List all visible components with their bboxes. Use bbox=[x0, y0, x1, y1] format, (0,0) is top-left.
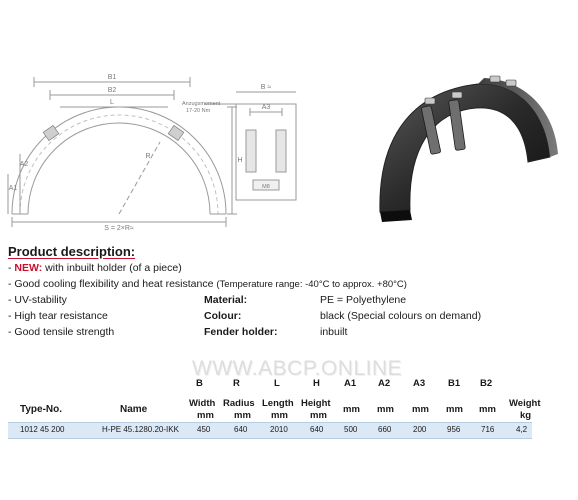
bolt-label: M8 bbox=[262, 184, 270, 190]
unit-b1: mm bbox=[446, 404, 463, 415]
cell-a2: 660 bbox=[378, 425, 392, 434]
spec-material-value: PE = Polyethylene bbox=[320, 294, 407, 306]
spec-colour-value: black (Special colours on demand) bbox=[320, 310, 482, 322]
header-width: Width bbox=[189, 398, 216, 409]
dim-l-label: L bbox=[110, 99, 114, 106]
product-photo bbox=[368, 62, 558, 232]
col-letter-h: H bbox=[313, 378, 320, 389]
header-weight: Weight bbox=[509, 398, 541, 409]
unit-radius: mm bbox=[234, 410, 251, 421]
dim-a3-label: A3 bbox=[261, 104, 271, 111]
fender-inner-arc bbox=[28, 123, 210, 214]
cell-b: 450 bbox=[197, 425, 211, 434]
cell-type-no: 1012 45 200 bbox=[20, 425, 65, 434]
cell-a3: 200 bbox=[413, 425, 427, 434]
feature-uv: - UV-stability bbox=[8, 294, 67, 306]
dim-b-label: B ≈ bbox=[260, 84, 272, 91]
dim-r-label: R bbox=[145, 153, 151, 160]
cell-b1: 956 bbox=[447, 425, 461, 434]
cell-a1: 500 bbox=[344, 425, 358, 434]
col-letter-r: R bbox=[233, 378, 240, 389]
spec-holder-label: Fender holder: bbox=[204, 326, 278, 338]
watermark: WWW.ABCP.ONLINE bbox=[192, 357, 403, 380]
dim-a2-label: A2 bbox=[19, 161, 29, 168]
dim-s-label: S = 2×R≈ bbox=[104, 225, 134, 232]
anzug-label: Anzugsmoment bbox=[182, 101, 221, 107]
header-name: Name bbox=[120, 404, 148, 415]
dim-b2-label: B2 bbox=[107, 87, 117, 94]
unit-a3: mm bbox=[412, 404, 429, 415]
unit-b2: mm bbox=[479, 404, 496, 415]
feature-tear: - High tear resistance bbox=[8, 310, 108, 322]
dim-h-label: H bbox=[237, 157, 243, 164]
spec-colour-label: Colour: bbox=[204, 310, 242, 322]
col-letter-a3: A3 bbox=[413, 378, 426, 389]
col-letter-l: L bbox=[274, 378, 280, 389]
col-letter-b: B bbox=[196, 378, 203, 389]
spec-holder-value: inbuilt bbox=[320, 326, 348, 338]
col-letter-a1: A1 bbox=[344, 378, 357, 389]
unit-width: mm bbox=[197, 410, 214, 421]
col-letter-a2: A2 bbox=[378, 378, 391, 389]
cell-r: 640 bbox=[234, 425, 248, 434]
spec-material-label: Material: bbox=[204, 294, 248, 306]
header-radius: Radius bbox=[223, 398, 255, 409]
unit-a2: mm bbox=[377, 404, 394, 415]
unit-weight: kg bbox=[520, 410, 532, 421]
cell-h: 640 bbox=[310, 425, 324, 434]
unit-length: mm bbox=[271, 410, 288, 421]
cell-name: H-PE 45.1280.20-IKK bbox=[102, 425, 179, 434]
temperature-note: (Temperature range: -40°C to approx. +80°C) bbox=[216, 279, 407, 290]
feature-new: - NEW: with inbuilt holder (of a piece) bbox=[8, 262, 182, 274]
technical-drawing bbox=[0, 62, 372, 232]
anzug-value: 17-20 Nm bbox=[186, 108, 211, 114]
col-letter-b2: B2 bbox=[480, 378, 493, 389]
dim-a1-label: A1 bbox=[8, 185, 18, 192]
new-keyword: NEW: bbox=[14, 262, 43, 274]
dim-b1-label: B1 bbox=[107, 74, 117, 81]
unit-height: mm bbox=[310, 410, 327, 421]
unit-a1: mm bbox=[343, 404, 360, 415]
cell-l: 2010 bbox=[270, 425, 288, 434]
cell-b2: 716 bbox=[481, 425, 495, 434]
header-length: Length bbox=[262, 398, 294, 409]
col-letter-b1: B1 bbox=[448, 378, 461, 389]
cell-weight: 4,2 bbox=[516, 425, 528, 434]
feature-cooling: - Good cooling flexibility and heat resistance (Temperature range: -40°C to approx. +80°C) bbox=[8, 278, 407, 290]
header-type-no: Type-No. bbox=[20, 404, 63, 415]
header-height: Height bbox=[301, 398, 331, 409]
product-description-title: Product description: bbox=[8, 244, 136, 259]
feature-tensile: - Good tensile strength bbox=[8, 326, 115, 338]
